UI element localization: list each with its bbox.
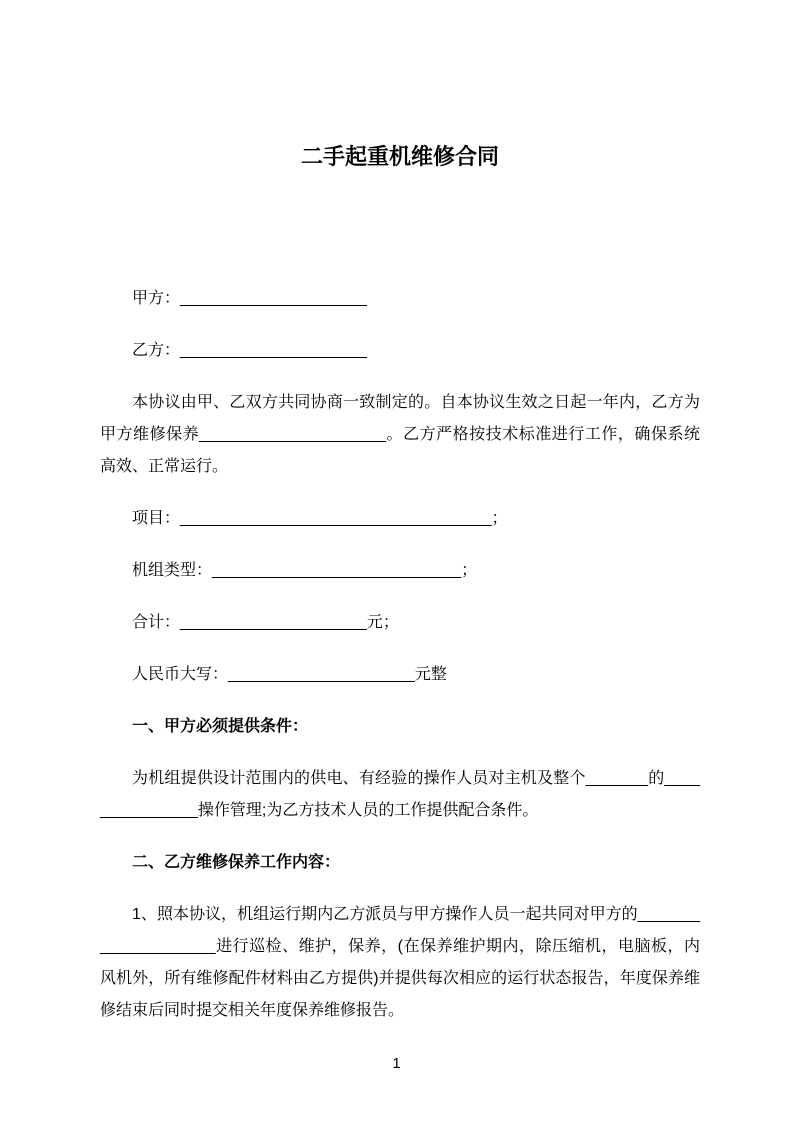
intro-paragraph: 本协议由甲、乙双方共同协商一致制定的。自本协议生效之日起一年内，乙方为甲方维修保养_____________________。乙方严格按技术标准进行工作，确保系统高效、正常运行。 bbox=[100, 394, 700, 475]
total-amount-line: 合计：_____________________元； bbox=[132, 614, 399, 631]
party-b-line: 乙方：_____________________ bbox=[132, 342, 367, 359]
section-2-heading: 二、乙方维修保养工作内容： bbox=[132, 854, 341, 871]
document-title: 二手起重机维修合同 bbox=[300, 144, 499, 169]
section-2-item-1: 1、照本协议，机组运行期内乙方派员与甲方操作人员一起共同对甲方的____________________进行巡检、维护，保养，(在保养维护期内，除压缩机，电脑板，内风机外，所有维修配件材料由乙方提供)并提供每次相应的运行状态报告，年度保养维修结束后同时提交相关年度保养维修报告。 bbox=[100, 906, 700, 1019]
page-number: 1 bbox=[392, 1055, 401, 1072]
rmb-capital-line: 人民币大写：_____________________元整 bbox=[132, 666, 447, 683]
unit-type-line: 机组类型：____________________________； bbox=[132, 562, 478, 579]
project-line: 项目：___________________________________； bbox=[132, 510, 508, 527]
section-1-paragraph: 为机组提供设计范围内的供电、有经验的操作人员对主机及整个_______的_______________操作管理;为乙方技术人员的工作提供配合条件。 bbox=[100, 770, 700, 819]
party-a-line: 甲方：_____________________ bbox=[132, 290, 367, 307]
section-1-heading: 一、甲方必须提供条件： bbox=[132, 718, 309, 735]
